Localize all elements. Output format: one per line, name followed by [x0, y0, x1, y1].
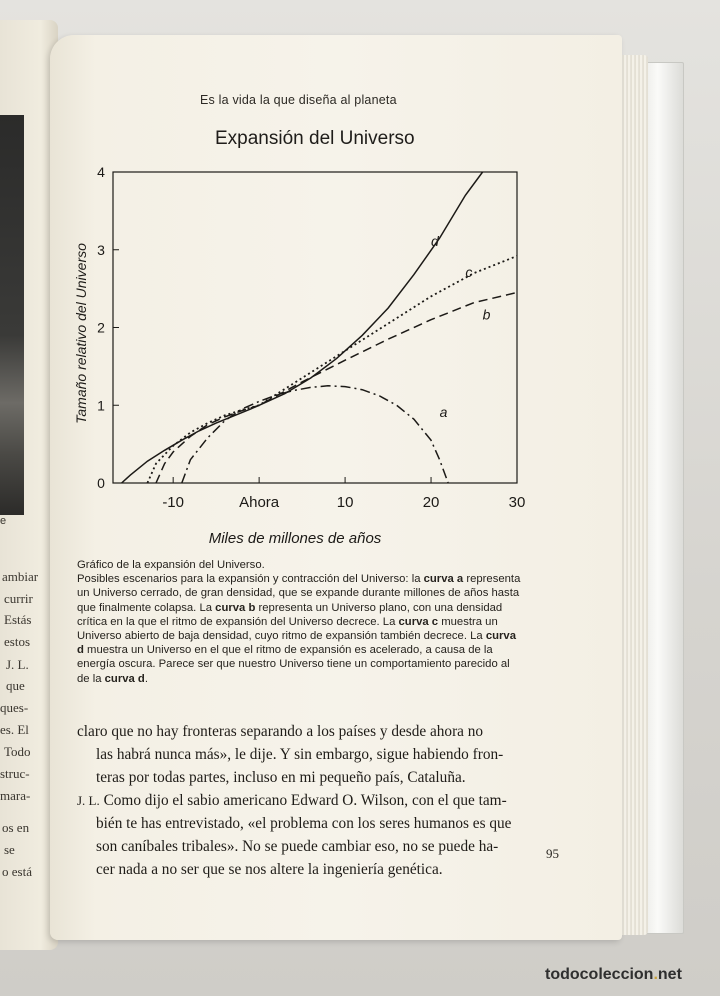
watermark — [545, 966, 682, 984]
left-fragment: es. El — [0, 722, 29, 737]
figure-caption — [77, 558, 522, 686]
left-fragment: e — [0, 515, 7, 527]
curve-label-a: a — [439, 403, 448, 420]
caption-curve-c: curva c — [398, 615, 439, 628]
left-fragment: currir — [4, 591, 33, 606]
left-fragment: mara- — [0, 788, 31, 803]
plot-frame — [113, 172, 517, 483]
caption-curve-d: curva d — [77, 630, 516, 657]
body-line: teras por todas partes, incluso en mi pequeño país, Cataluña. — [96, 769, 466, 786]
curve-label-d: d — [431, 232, 439, 249]
page-number: 95 — [546, 846, 559, 861]
left-fragment: os en — [2, 820, 30, 835]
y-tick-label: 2 — [97, 319, 105, 336]
left-fragment: Todo — [4, 744, 31, 759]
y-tick-label: 4 — [97, 164, 105, 180]
caption-text: representa un Universo cerrado, de gran densidad, que se expande durante millones de años hasta que finalmente colapsa. La — [77, 573, 521, 614]
x-axis-label: Miles de millones de años — [208, 530, 382, 547]
caption-text: Posibles escenarios para la expansión y contracción del Universo: la — [77, 573, 424, 586]
caption-title: Gráfico de la expansión del Universo. — [77, 559, 265, 571]
caption-text: . — [144, 672, 148, 685]
caption-curve-a: curva a — [423, 573, 464, 586]
x-tick-label: 20 — [422, 494, 440, 511]
left-fragment: que — [6, 678, 25, 693]
curve-a — [182, 386, 448, 483]
left-fragment: estos — [4, 634, 30, 649]
left-fragment: Estás — [4, 612, 32, 627]
curve-label-b: b — [482, 306, 491, 323]
caption-text: muestra un Universo en el que el ritmo de expansión es acelerado, a causa de la energía oscura. Parece ser que nuestro Universo tiene un comportamiento parecido al de la — [77, 644, 510, 685]
body-line: claro que no hay fronteras separando a los países y desde ahora no — [77, 723, 484, 740]
y-axis-label: Tamaño relativo del Universo — [73, 243, 89, 424]
watermark-main: todocoleccion — [545, 966, 654, 983]
curve-label-c: c — [465, 264, 473, 280]
body-line: Como dijo el sabio americano Edward O. Wilson, con el que tam- — [99, 792, 507, 809]
watermark-tld: net — [657, 966, 682, 983]
expansion-chart — [70, 160, 540, 550]
body-line: son caníbales tribales». No se puede cambiar eso, no se puede ha- — [96, 838, 499, 855]
curve-c — [147, 256, 517, 483]
left-fragment: ques- — [0, 700, 29, 715]
running-head: Es la vida la que diseña al planeta — [200, 93, 397, 107]
x-tick-label: 30 — [508, 494, 526, 511]
speaker-initials: J. L. — [77, 793, 100, 808]
caption-curve-b: curva b — [215, 601, 256, 614]
y-tick-label: 0 — [97, 475, 105, 491]
x-tick-label: 10 — [336, 494, 354, 511]
watermark-dot: . — [653, 966, 658, 983]
caption-text: representa un Universo plano, con una densidad crítica en la que el ritmo de expansión del Universo decrece. La — [77, 601, 503, 628]
body-line: bién te has entrevistado, «el problema con los seres humanos es que — [96, 815, 512, 832]
y-tick-label: 1 — [97, 397, 105, 414]
y-tick-label: 3 — [97, 241, 105, 258]
body-text — [77, 720, 545, 881]
x-tick-label: -10 — [162, 494, 185, 511]
caption-curve-d: curva d — [104, 672, 145, 685]
body-line: las habrá nunca más», le dije. Y sin embargo, sigue habiendo fron- — [96, 746, 504, 763]
body-line: cer nada a no ser que se nos altere la ingeniería genética. — [96, 861, 443, 878]
curve-b — [156, 293, 517, 484]
left-fragment: ambiar — [2, 569, 39, 584]
left-page-photo — [0, 115, 24, 515]
left-fragment: struc- — [0, 766, 30, 781]
left-fragment: J. L. — [6, 657, 29, 672]
left-fragment: o está — [2, 864, 32, 879]
x-tick-label: Ahora — [239, 494, 280, 511]
chart-title: Expansión del Universo — [215, 128, 415, 149]
left-fragment: se — [4, 842, 15, 857]
caption-text: muestra un Universo abierto de baja densidad, cuyo ritmo de expansión también decrece. La — [77, 615, 498, 643]
